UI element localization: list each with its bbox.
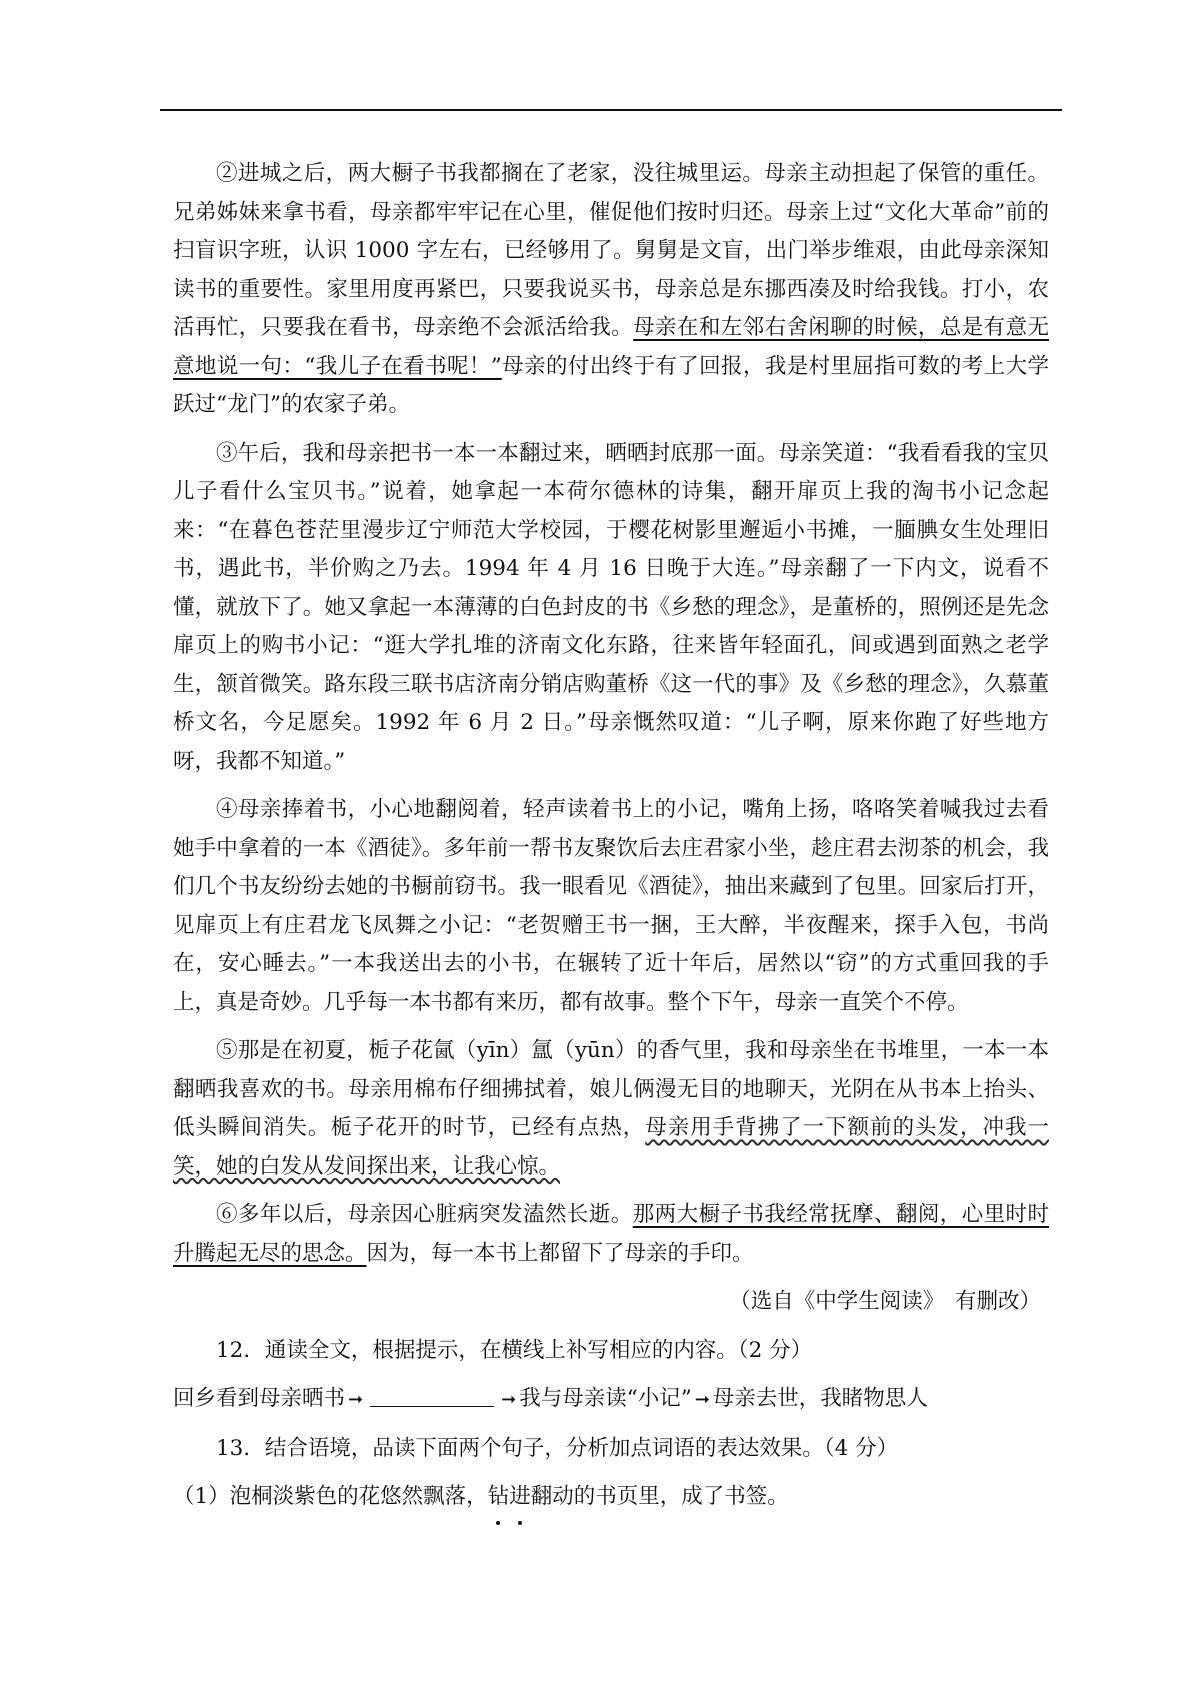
paragraph-2-text: ②进城之后，两大橱子书我都搁在了老家，没往城里运。母亲主动担起了保管的重任。兄弟姊妹来拿书看，母亲都牢牢记在心里，催促他们按时归还。母亲上过“文化大革命”前的扫盲识字班，认识 1000 字左右，已经够用了。舅舅是文盲，出门举步维艰，由此母亲深知读书的重要性。家里用度再紧巴，只要我说买书，母亲总是东挪西凑及时给我钱。打小，农活再忙，只要我在看书，母亲绝不会派活给我。 xyxy=(173,161,1049,340)
dotted-word-char-1: 钻 xyxy=(488,1478,510,1517)
header-rule xyxy=(160,109,1062,111)
dotted-word-char-2: 进 xyxy=(509,1478,531,1517)
flow-step-4: 母亲去世，我睹物思人 xyxy=(712,1386,928,1411)
paragraph-5-text: ⑤那是在初夏，栀子花氤（yīn）氲（yūn）的香气里，我和母亲坐在书堆里，一本一本翻晒我喜欢的书。母亲用棉布仔细拂拭着，娘儿俩漫无目的地聊天，光阴在从书本上抬头、低头瞬间消失。栀子花开的时节，已经有点热， xyxy=(173,1038,1049,1140)
paragraph-6-text-end: 因为，每一本书上都留下了母亲的手印。 xyxy=(366,1240,754,1266)
paragraph-2 xyxy=(173,155,1049,425)
flow-step-3: 我与母亲读“小记” xyxy=(519,1386,692,1411)
flow-step-1: 回乡看到母亲晒书 xyxy=(173,1386,346,1411)
answer-blank[interactable] xyxy=(370,1384,494,1407)
arrow-right-icon: ➞ xyxy=(694,1389,710,1410)
arrow-right-icon: ➞ xyxy=(501,1389,517,1410)
sentence-1-text: （1）泡桐淡紫色的花悠然飘落， xyxy=(173,1484,488,1509)
arrow-right-icon: ➞ xyxy=(348,1389,364,1410)
question-12-prompt: 12．通读全文，根据提示，在横线上补写相应的内容。（2 分） xyxy=(216,1337,813,1363)
paragraph-2-text-end: 母亲的付出终于有了回报，我是村里屈指可数的考上大学跃过“龙门”的农家子弟。 xyxy=(173,353,1049,417)
paragraph-2-underlined-sentence: 母亲在和左邻右舍闲聊的时候，总是有意无意地说一句：“我儿子在看书呢！” xyxy=(173,315,1049,379)
paragraph-6-text: ⑥多年以后，母亲因心脏病突发溘然长逝。 xyxy=(216,1202,633,1227)
paragraph-5 xyxy=(173,1032,1049,1186)
document-body xyxy=(173,155,1049,1527)
paragraph-6-underlined-sentence: 那两大橱子书我经常抚摩、翻阅，心里时时升腾起无尽的思念。 xyxy=(173,1202,1049,1266)
paragraph-3: ③午后，我和母亲把书一本一本翻过来，晒晒封底那一面。母亲笑道：“我看看我的宝贝儿子看什么宝贝书。”说着，她拿起一本荷尔德林的诗集，翻开扉页上我的淘书小记念起来：“在暮色苍茫里漫步辽宁师范大学校园，于樱花树影里邂逅小书摊，一腼腆女生处理旧书，遇此书，半价购之乃去。1994 年 4 月 16 日晚于大连。”母亲翻了一下内文，说看不懂，就放下了。她又拿起一本薄薄的白色封皮的书《乡愁的理念》，是董桥的，照例还是先念扉页上的购书小记：“逛大学扎堆的济南文化东路，往来皆年轻面孔，间或遇到面熟之老学生，颔首微笑。路东段三联书店济南分销店购董桥《这一代的事》及《乡愁的理念》，久慕董桥文名，今足愿矣。1992 年 6 月 2 日。”母亲慨然叹道：“儿子啊，原来你跑了好些地方呀，我都不知道。” xyxy=(173,440,1049,774)
sentence-1-text-end: 翻动的书页里，成了书签。 xyxy=(530,1484,789,1509)
source-citation: （选自《中学生阅读》 有删改） xyxy=(729,1289,1041,1314)
paragraph-5-wavy-sentence: 母亲用手背拂了一下额前的头发，冲我一笑，她的白发从发间探出来，让我心惊。 xyxy=(173,1115,1049,1179)
paragraph-4: ④母亲捧着书，小心地翻阅着，轻声读着书上的小记，嘴角上扬，咯咯笑着喊我过去看她手中拿着的一本《酒徒》。多年前一帮书友聚饮后去庄君家小坐，趁庄君去沏茶的机会，我们几个书友纷纷去她的书橱前窃书。我一眼看见《酒徒》，抽出来藏到了包里。回家后打开，见扉页上有庄君龙飞凤舞之小记：“老贺赠王书一捆，王大醉，半夜醒来，探手入包，书尚在，安心睡去。”一本我送出去的小书，在辗转了近十年后，居然以“窃”的方式重回我的手上，真是奇妙。几乎每一本书都有来历，都有故事。整个下午，母亲一直笑个不停。 xyxy=(173,797,1049,1015)
paragraph-6 xyxy=(173,1196,1049,1273)
question-12-flow xyxy=(173,1380,1049,1420)
question-13-prompt: 13．结合语境，品读下面两个句子，分析加点词语的表达效果。（4 分） xyxy=(216,1435,899,1461)
question-13-sentence-1 xyxy=(173,1478,1049,1517)
